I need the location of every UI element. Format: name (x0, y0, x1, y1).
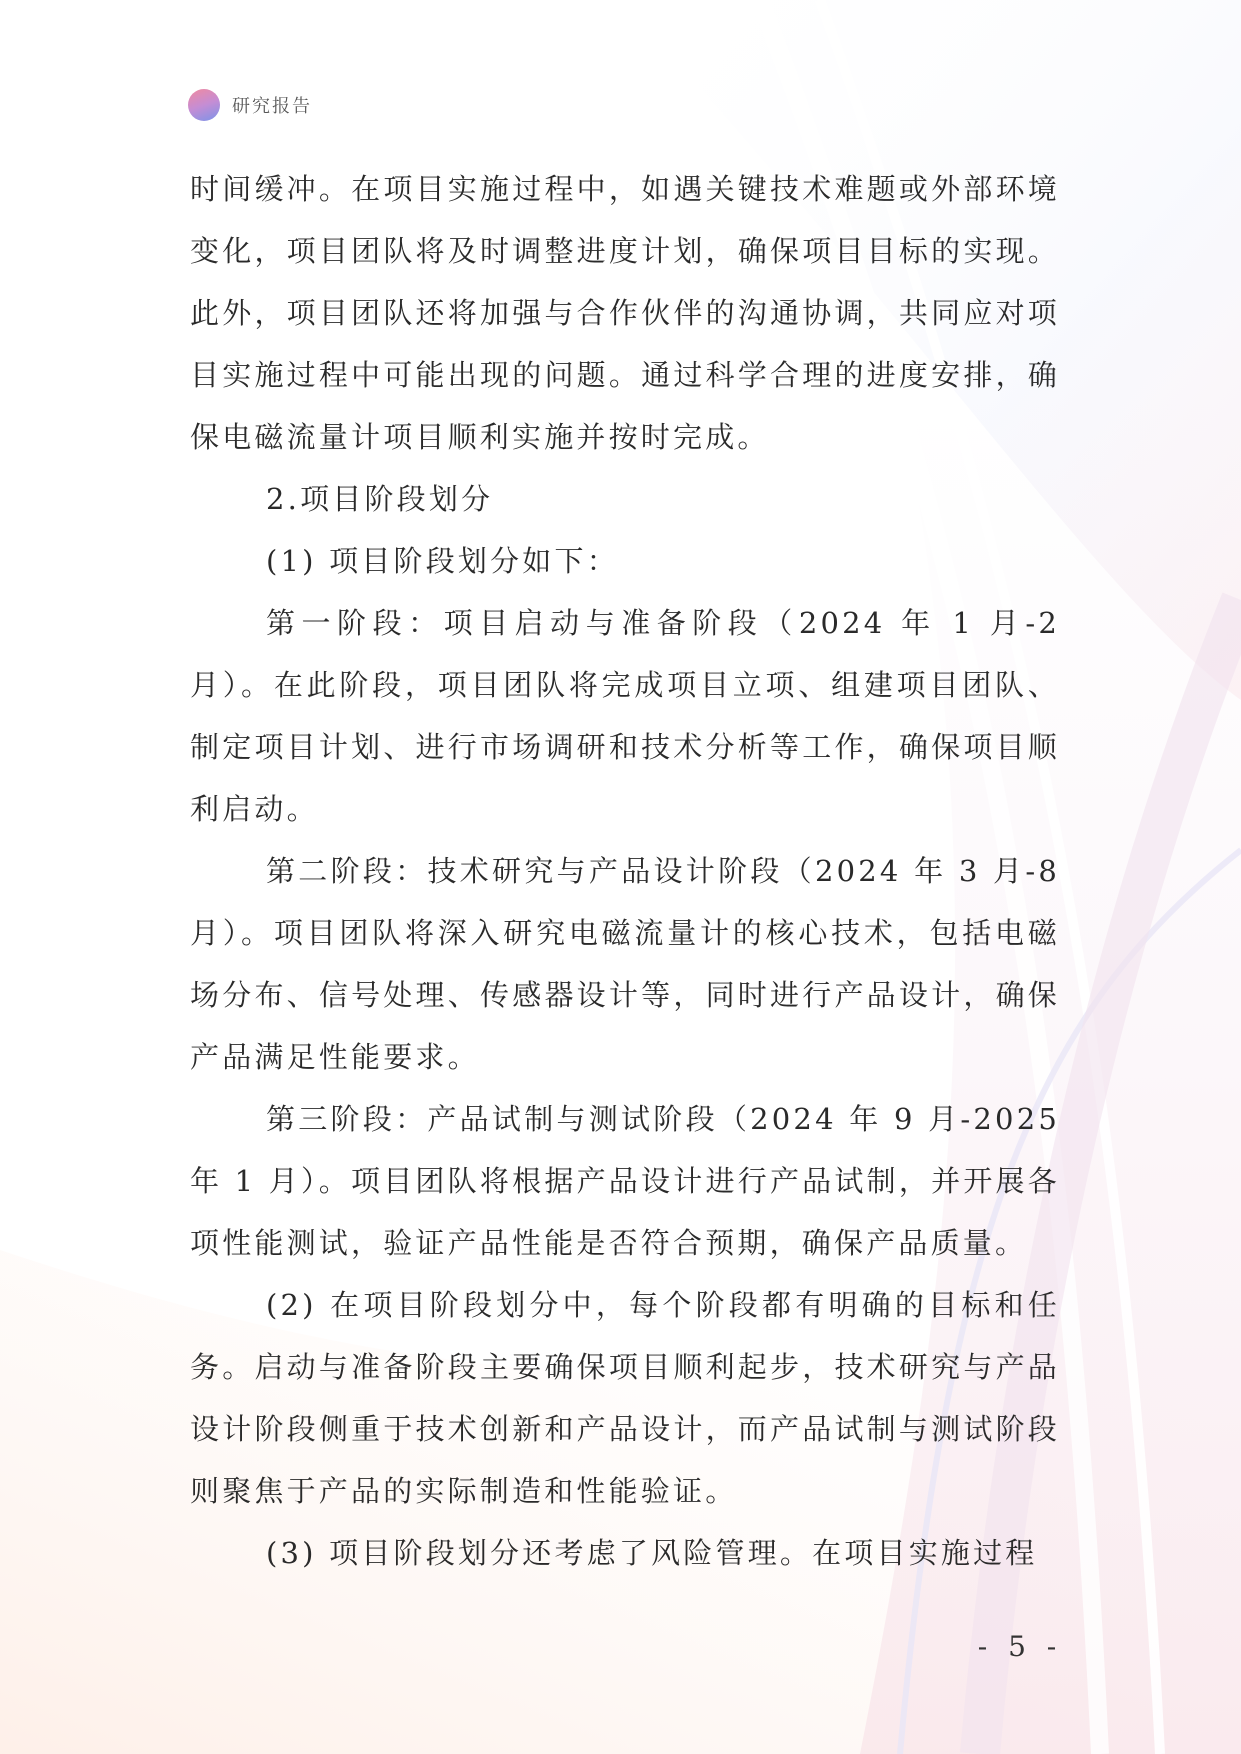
paragraph-schedule-conclusion: 时间缓冲。在项目实施过程中，如遇关键技术难题或外部环境变化，项目团队将及时调整进度计划，确保项目目标的实现。此外，项目团队还将加强与合作伙伴的沟通协调，共同应对项目实施过程中可能出现的问题。通过科学合理的进度安排，确保电磁流量计项目顺利实施并按时完成。 (190, 172, 1060, 454)
document-body (190, 158, 1060, 1584)
header-title: 研究报告 (232, 96, 312, 117)
paragraph-phase-two: 第二阶段：技术研究与产品设计阶段（2024 年 3 月-8 月）。项目团队将深入研究电磁流量计的核心技术，包括电磁场分布、信号处理、传感器设计等，同时进行产品设计，确保产品满足性能要求。 (190, 854, 1060, 1074)
logo-circle-icon (188, 89, 220, 121)
paragraph-point-3: (3) 项目阶段划分还考虑了风险管理。在项目实施过程 (266, 1536, 1038, 1570)
paragraph-point-2: (2) 在项目阶段划分中，每个阶段都有明确的目标和任务。启动与准备阶段主要确保项目顺利起步，技术研究与产品设计阶段侧重于技术创新和产品设计，而产品试制与测试阶段则聚焦于产品的实际制造和性能验证。 (190, 1288, 1060, 1508)
paragraph-phase-one: 第一阶段：项目启动与准备阶段（2024 年 1 月-2 月）。在此阶段，项目团队将完成项目立项、组建项目团队、制定项目计划、进行市场调研和技术分析等工作，确保项目顺利启动。 (190, 606, 1060, 826)
subsection-1-heading: (1) 项目阶段划分如下： (266, 544, 619, 578)
page-header (188, 88, 312, 122)
paragraph-phase-three: 第三阶段：产品试制与测试阶段（2024 年 9 月-2025 年 1 月）。项目团队将根据产品设计进行产品试制，并开展各项性能测试，验证产品性能是否符合预期，确保产品质量。 (190, 1102, 1060, 1260)
section-heading-phases: 2.项目阶段划分 (266, 482, 494, 516)
page-number: - 5 - (977, 1630, 1063, 1663)
